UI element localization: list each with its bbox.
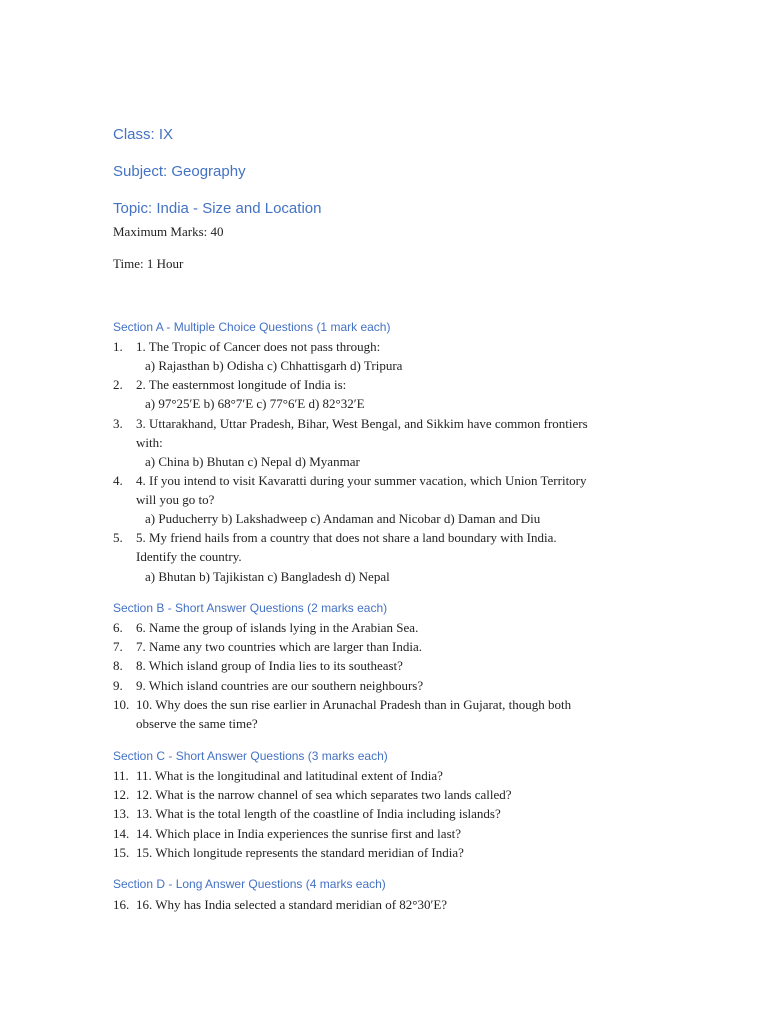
question-options: a) Bhutan b) Tajikistan c) Bangladesh d) Nepal: [145, 569, 390, 584]
question-text: 14. Which place in India experiences the sunrise first and last?: [136, 826, 462, 841]
question-text: 15. Which longitude represents the standard meridian of India?: [136, 845, 464, 860]
section-a-title: Section A - Multiple Choice Questions (1 mark each): [113, 320, 391, 334]
question-text-cont: will you go to?: [136, 492, 215, 507]
question-number: 12.: [113, 787, 130, 802]
question-text: 4. If you intend to visit Kavaratti during your summer vacation, which Union Territory: [136, 473, 587, 488]
question-text: 8. Which island group of India lies to its southeast?: [136, 658, 403, 673]
question-text: 5. My friend hails from a country that does not share a land boundary with India.: [136, 530, 557, 545]
question-number: 14.: [113, 826, 130, 841]
question-number: 2.: [113, 377, 123, 392]
question-number: 6.: [113, 620, 123, 635]
question-number: 13.: [113, 806, 130, 821]
class-heading: Class: IX: [113, 126, 174, 143]
question-number: 1.: [113, 339, 123, 354]
question-number: 3.: [113, 416, 123, 431]
question-options: a) Puducherry b) Lakshadweep c) Andaman and Nicobar d) Daman and Diu: [145, 511, 541, 526]
question-text: 11. What is the longitudinal and latitudinal extent of India?: [136, 768, 443, 783]
question-text: 10. Why does the sun rise earlier in Arunachal Pradesh than in Gujarat, though both: [136, 697, 572, 712]
question-text: 6. Name the group of islands lying in the Arabian Sea.: [136, 620, 419, 635]
question-number: 4.: [113, 473, 123, 488]
question-text: 2. The easternmost longitude of India is:: [136, 377, 347, 392]
section-c-title: Section C - Short Answer Questions (3 marks each): [113, 749, 388, 763]
question-text: 12. What is the narrow channel of sea which separates two lands called?: [136, 787, 512, 802]
question-text-cont: Identify the country.: [136, 549, 242, 564]
question-number: 7.: [113, 639, 123, 654]
question-text: 9. Which island countries are our southern neighbours?: [136, 678, 424, 693]
question-options: a) China b) Bhutan c) Nepal d) Myanmar: [145, 454, 360, 469]
question-text-cont: observe the same time?: [136, 716, 258, 731]
question-number: 5.: [113, 530, 123, 545]
question-text: 13. What is the total length of the coastline of India including islands?: [136, 806, 501, 821]
question-options: a) 97°25′E b) 68°7′E c) 77°6′E d) 82°32′E: [145, 396, 365, 411]
question-text: 3. Uttarakhand, Uttar Pradesh, Bihar, West Bengal, and Sikkim have common frontiers: [136, 416, 588, 431]
section-d-title: Section D - Long Answer Questions (4 marks each): [113, 877, 386, 891]
section-b-title: Section B - Short Answer Questions (2 marks each): [113, 601, 388, 615]
question-number: 11.: [113, 768, 129, 783]
question-text-cont: with:: [136, 435, 163, 450]
question-number: 16.: [113, 897, 130, 912]
question-text: 1. The Tropic of Cancer does not pass through:: [136, 339, 381, 354]
question-number: 15.: [113, 845, 130, 860]
question-number: 10.: [113, 697, 130, 712]
max-marks: Maximum Marks: 40: [113, 224, 224, 239]
question-number: 8.: [113, 658, 123, 673]
question-text: 7. Name any two countries which are larger than India.: [136, 639, 423, 654]
question-number: 9.: [113, 678, 123, 693]
time-limit: Time: 1 Hour: [113, 256, 184, 271]
subject-heading: Subject: Geography: [113, 163, 246, 180]
question-text: 16. Why has India selected a standard meridian of 82°30′E?: [136, 897, 448, 912]
question-options: a) Rajasthan b) Odisha c) Chhattisgarh d) Tripura: [145, 358, 403, 373]
topic-heading: Topic: India - Size and Location: [113, 200, 322, 217]
